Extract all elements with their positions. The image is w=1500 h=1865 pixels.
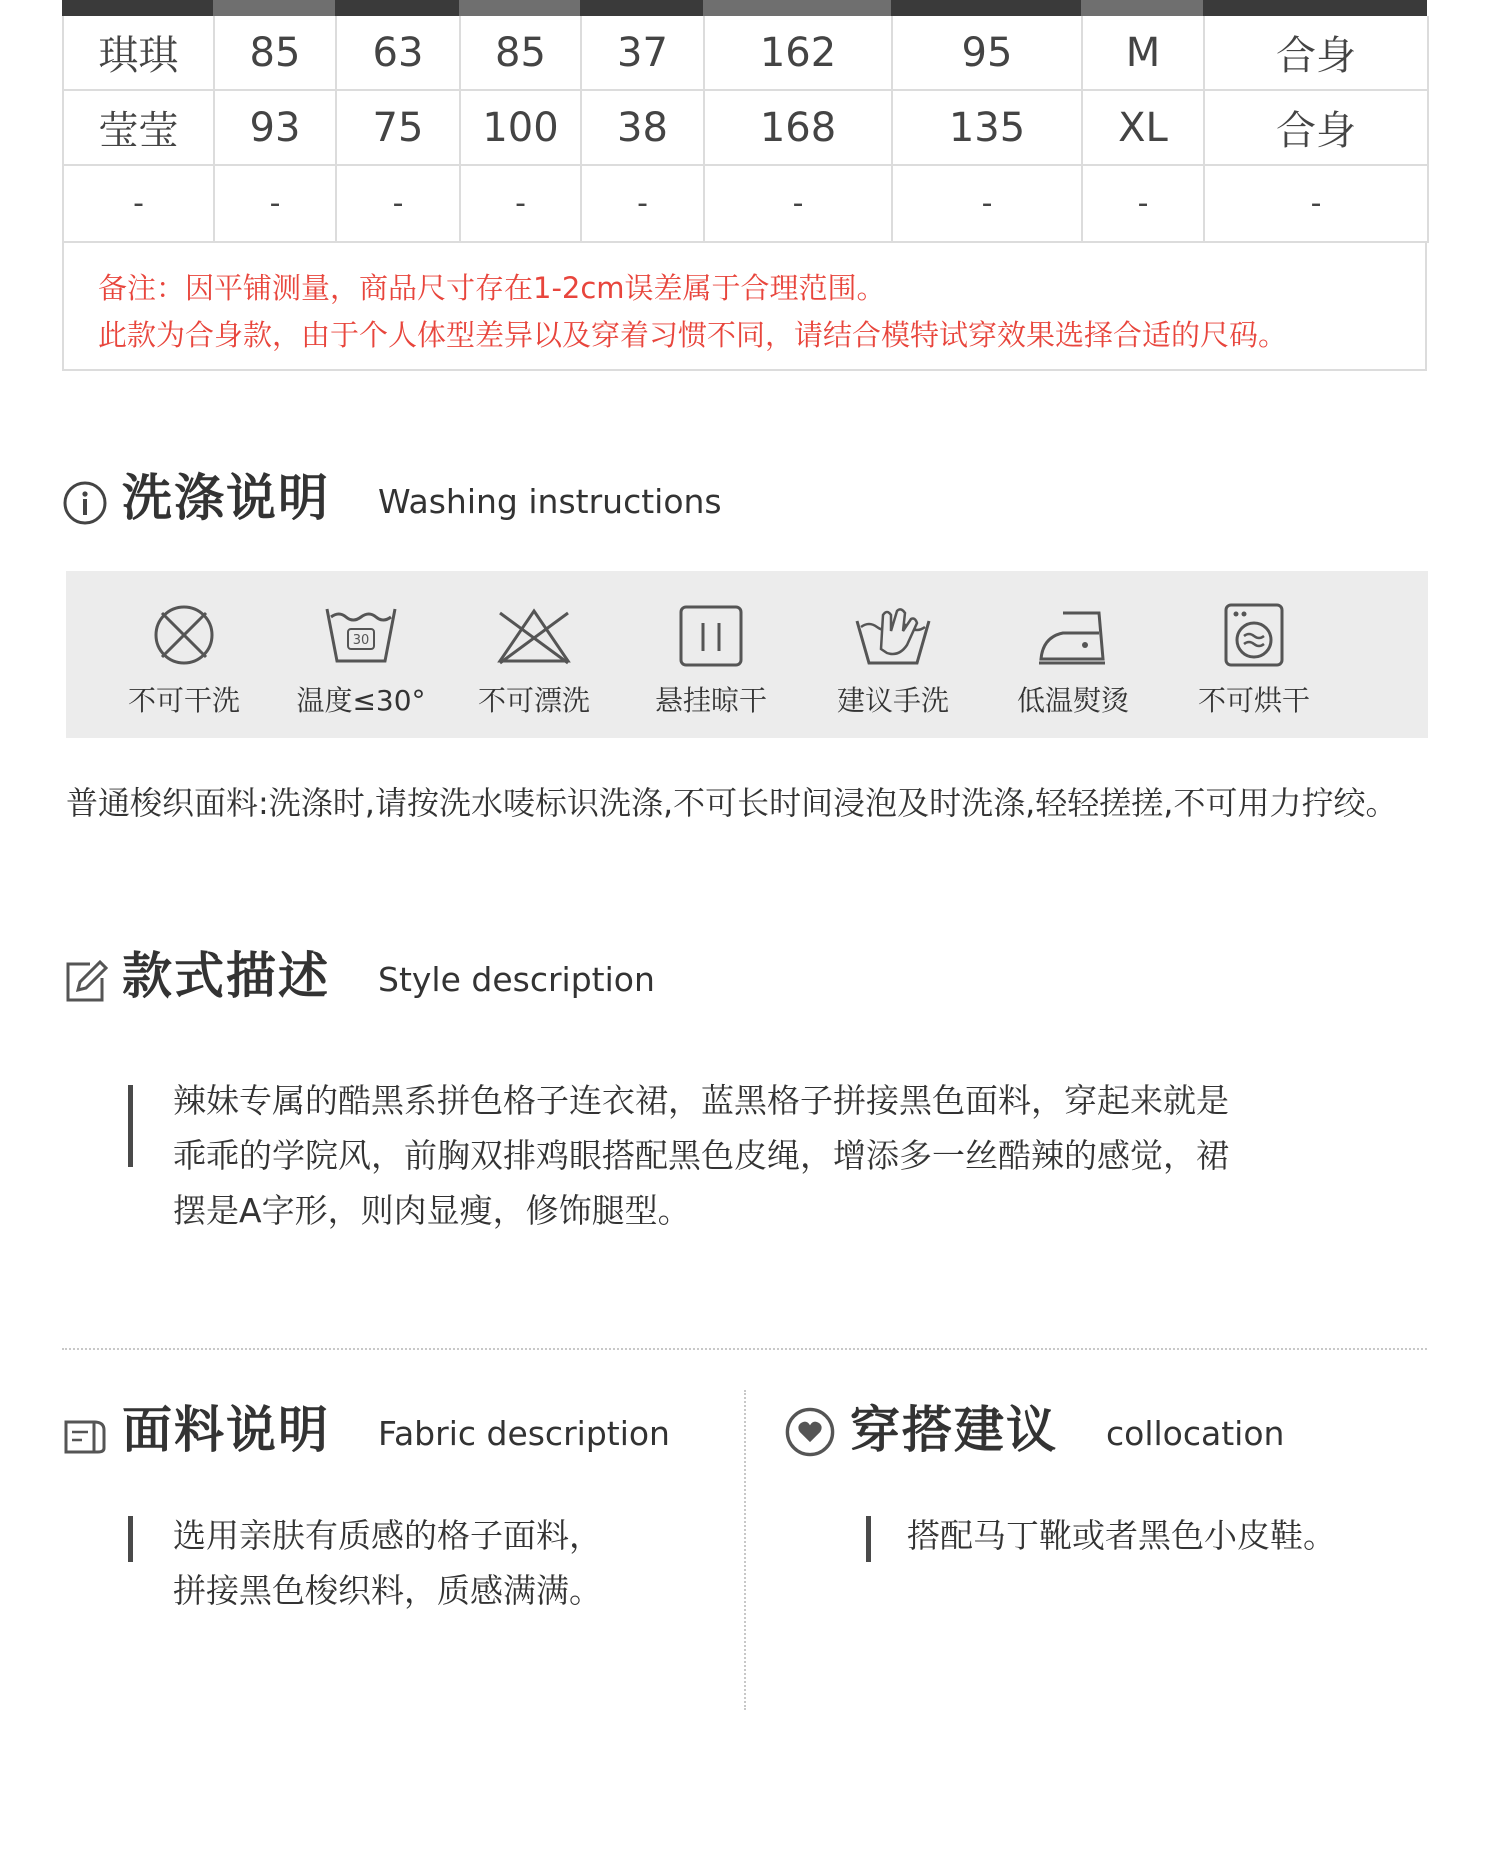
table-cell: - <box>214 165 336 242</box>
quote-bar <box>128 1516 133 1562</box>
table-cell: - <box>1204 165 1428 242</box>
fabric-heading <box>62 1402 670 1458</box>
wash-label: 不可干洗 <box>127 684 240 717</box>
table-cell: - <box>581 165 704 242</box>
heart-icon <box>784 1406 836 1458</box>
no-dry-clean-icon <box>144 601 224 669</box>
collocation-text <box>907 1508 1427 1563</box>
wash-item <box>276 601 446 719</box>
table-cell: 168 <box>704 90 892 165</box>
wash-30-icon <box>321 601 401 669</box>
no-bleach-icon <box>494 601 574 669</box>
column-divider <box>744 1390 746 1710</box>
wash-label: 悬挂晾干 <box>654 684 767 717</box>
table-cell: - <box>460 165 581 242</box>
wash-label: 不可烘干 <box>1197 684 1310 717</box>
quote-bar <box>866 1516 871 1562</box>
table-cell: 莹莹 <box>63 90 214 165</box>
wash-item <box>626 601 796 719</box>
size-note-line2: 此款为合身款，由于个人体型差异以及穿着习惯不同，请结合模特试穿效果选择合适的尺码。 <box>98 318 1288 352</box>
edit-icon <box>62 958 108 1004</box>
style-heading <box>62 948 655 1004</box>
collocation-title-en: collocation <box>1106 1414 1285 1453</box>
hand-wash-icon <box>853 601 933 669</box>
style-text <box>173 1073 1403 1238</box>
washing-title-en: Washing instructions <box>378 482 722 521</box>
size-table <box>62 0 1427 371</box>
table-row <box>63 165 1428 242</box>
table-cell: 135 <box>892 90 1082 165</box>
washing-title-cn: 洗涤说明 <box>122 469 330 527</box>
wash-label: 不可漂洗 <box>477 684 590 717</box>
low-iron-icon <box>1033 601 1113 669</box>
table-cell: - <box>704 165 892 242</box>
fabric-line: 拼接黑色梭织料，质感满满。 <box>173 1571 602 1610</box>
table-cell: - <box>63 165 214 242</box>
table-cell: 95 <box>892 16 1082 90</box>
washing-heading <box>62 470 722 526</box>
fabric-line: 选用亲肤有质感的格子面料， <box>173 1516 602 1555</box>
collocation-line: 搭配马丁靴或者黑色小皮鞋。 <box>907 1516 1336 1555</box>
washing-icons-panel <box>66 571 1428 738</box>
style-line: 辣妹专属的酷黑系拼色格子连衣裙，蓝黑格子拼接黑色面料，穿起来就是 <box>173 1081 1229 1120</box>
fabric-title-cn: 面料说明 <box>122 1401 330 1459</box>
table-cell: 37 <box>581 16 704 90</box>
table-row <box>63 90 1428 165</box>
table-cell: - <box>1082 165 1204 242</box>
hang-dry-icon <box>671 601 751 669</box>
info-icon <box>62 480 108 526</box>
table-cell: 合身 <box>1204 16 1428 90</box>
wash-label: 低温熨烫 <box>1016 684 1129 717</box>
wash-label: 温度≤30° <box>296 684 426 717</box>
table-cell: 85 <box>460 16 581 90</box>
table-cell: 100 <box>460 90 581 165</box>
wash-item <box>808 601 978 719</box>
table-cell: XL <box>1082 90 1204 165</box>
table-cell: 85 <box>214 16 336 90</box>
quote-bar <box>128 1085 133 1167</box>
style-line: 摆是A字形，则肉显瘦，修饰腿型。 <box>173 1191 691 1230</box>
size-note <box>62 243 1427 371</box>
no-tumble-dry-icon <box>1214 601 1294 669</box>
table-cell: - <box>892 165 1082 242</box>
section-divider <box>62 1348 1427 1350</box>
size-note-line1: 备注：因平铺测量，商品尺寸存在1-2cm误差属于合理范围。 <box>98 271 886 305</box>
wash-label: 建议手洗 <box>836 684 949 717</box>
table-cell: 琪琪 <box>63 16 214 90</box>
wash-item <box>99 601 269 719</box>
table-header-bar <box>62 0 1427 16</box>
table-cell: - <box>336 165 460 242</box>
wash-item <box>988 601 1158 719</box>
size-grid <box>62 16 1429 243</box>
table-row <box>63 16 1428 90</box>
fabric-title-en: Fabric description <box>378 1414 670 1453</box>
table-cell: 75 <box>336 90 460 165</box>
table-cell: 162 <box>704 16 892 90</box>
wash-item <box>449 601 619 719</box>
wash-item <box>1169 601 1339 719</box>
collocation-title-cn: 穿搭建议 <box>850 1401 1058 1459</box>
fabric-text <box>173 1508 693 1618</box>
style-title-cn: 款式描述 <box>122 947 330 1005</box>
fabric-roll-icon <box>62 1412 108 1458</box>
style-line: 乖乖的学院风，前胸双排鸡眼搭配黑色皮绳，增添多一丝酷辣的感觉，裙 <box>173 1136 1229 1175</box>
collocation-heading <box>784 1402 1284 1458</box>
table-cell: 38 <box>581 90 704 165</box>
table-cell: 93 <box>214 90 336 165</box>
wash-30-number: 30 <box>352 633 370 648</box>
style-title-en: Style description <box>378 960 655 999</box>
washing-text: 普通梭织面料:洗涤时,请按洗水唛标识洗涤,不可长时间浸泡及时洗涤,轻轻搓搓,不可用力拧绞。 <box>66 784 1398 822</box>
table-cell: 63 <box>336 16 460 90</box>
table-cell: M <box>1082 16 1204 90</box>
table-cell: 合身 <box>1204 90 1428 165</box>
